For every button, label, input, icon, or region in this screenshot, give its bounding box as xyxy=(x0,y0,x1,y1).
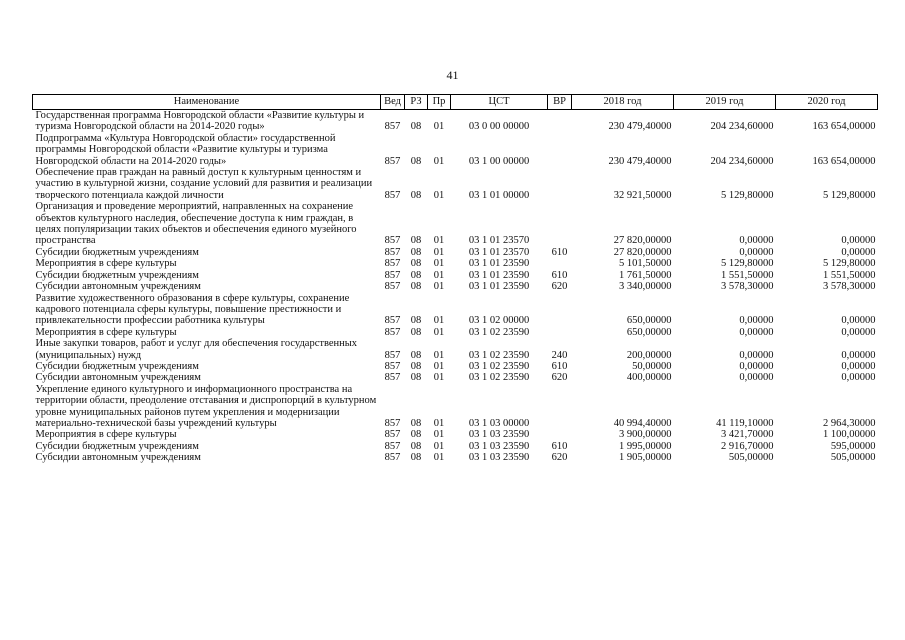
table-body xyxy=(33,110,878,464)
table-row xyxy=(33,372,878,383)
header-2019: 2019 год xyxy=(674,95,776,110)
row-ved: 857 xyxy=(384,429,401,441)
row-name: Субсидии бюджетным учреждениям xyxy=(35,440,199,452)
row-pr: 01 xyxy=(433,155,445,167)
header-rz: РЗ xyxy=(405,95,428,110)
header-2018: 2018 год xyxy=(572,95,674,110)
row-name: Укрепление единого культурного и информационного пространства на территории области, преодоление отставания и диспропорций в культурном уровне муниципальных районов путем укрепления и модернизации материально-технической базы учреждений культуры xyxy=(35,383,377,429)
row-rz: 08 xyxy=(410,121,422,133)
row-2018: 1 995,00000 xyxy=(619,440,672,452)
row-name: Субсидии автономным учреждениям xyxy=(35,281,201,293)
row-cst: 03 1 02 23590 xyxy=(468,372,530,384)
row-2019: 204 234,60000 xyxy=(710,121,774,133)
budget-table xyxy=(32,94,878,464)
page-number: 41 xyxy=(446,68,459,82)
row-rz: 08 xyxy=(410,155,422,167)
row-cst: 03 1 02 00000 xyxy=(468,315,530,327)
row-cst: 03 1 01 23570 xyxy=(468,246,530,258)
row-name: Субсидии бюджетным учреждениям xyxy=(35,269,199,281)
row-2019: 0,00000 xyxy=(739,235,774,247)
row-name: Субсидии автономным учреждениям xyxy=(35,372,201,384)
row-rz: 08 xyxy=(410,315,422,327)
row-pr: 01 xyxy=(433,326,445,338)
row-vr: 610 xyxy=(551,246,568,258)
row-ved: 857 xyxy=(384,417,401,429)
row-vr xyxy=(548,327,572,338)
row-cst: 03 1 03 00000 xyxy=(468,417,530,429)
row-rz: 08 xyxy=(410,235,422,247)
row-vr: 620 xyxy=(551,281,568,293)
row-pr: 01 xyxy=(433,121,445,133)
row-2018: 650,00000 xyxy=(626,326,672,338)
row-2020: 1 100,00000 xyxy=(823,429,876,441)
table-row xyxy=(33,384,878,430)
row-2020: 0,00000 xyxy=(841,246,876,258)
row-2019: 41 119,10000 xyxy=(716,417,774,429)
row-name: Иные закупки товаров, работ и услуг для обеспечения государственных (муниципальных) нужд xyxy=(35,338,358,361)
table-row xyxy=(33,452,878,463)
row-2020: 1 551,50000 xyxy=(823,269,876,281)
row-name: Развитие художественного образования в сфере культуры, сохранение кадрового потенциала сферы культуры, повышение престижности и привлекательности профессии работника культуры xyxy=(35,292,350,327)
row-name: Субсидии автономным учреждениям xyxy=(35,452,201,464)
row-rz: 08 xyxy=(410,372,422,384)
row-ved: 857 xyxy=(384,155,401,167)
row-2020: 5 129,80000 xyxy=(823,258,876,270)
row-name: Государственная программа Новгородской области «Развитие культуры и туризма Новгородской области на 2014-2020 годы» xyxy=(35,110,365,133)
row-ved: 857 xyxy=(384,349,401,361)
row-rz: 08 xyxy=(410,429,422,441)
row-rz: 08 xyxy=(410,417,422,429)
row-pr: 01 xyxy=(433,315,445,327)
row-vr xyxy=(548,201,572,247)
row-2018: 230 479,40000 xyxy=(608,155,672,167)
row-cst: 03 1 02 23590 xyxy=(468,326,530,338)
table-row xyxy=(33,247,878,258)
row-2019: 5 129,80000 xyxy=(721,258,774,270)
row-2018: 1 761,50000 xyxy=(619,269,672,281)
row-ved: 857 xyxy=(384,189,401,201)
row-vr xyxy=(548,293,572,327)
table-header-row xyxy=(33,95,878,110)
row-2020: 0,00000 xyxy=(841,326,876,338)
row-2020: 595,00000 xyxy=(830,440,876,452)
row-2020: 0,00000 xyxy=(841,360,876,372)
row-pr: 01 xyxy=(433,417,445,429)
row-2018: 230 479,40000 xyxy=(608,121,672,133)
row-vr: 610 xyxy=(551,269,568,281)
row-2019: 2 916,70000 xyxy=(721,440,774,452)
row-name: Мероприятия в сфере культуры xyxy=(35,258,177,270)
row-rz: 08 xyxy=(410,360,422,372)
row-rz: 08 xyxy=(410,281,422,293)
row-2018: 650,00000 xyxy=(626,315,672,327)
row-rz: 08 xyxy=(410,189,422,201)
row-ved: 857 xyxy=(384,258,401,270)
row-cst: 03 1 02 23590 xyxy=(468,360,530,372)
row-cst: 03 1 02 23590 xyxy=(468,349,530,361)
row-pr: 01 xyxy=(433,235,445,247)
row-2020: 163 654,00000 xyxy=(812,121,876,133)
table-row xyxy=(33,293,878,327)
row-ved: 857 xyxy=(384,452,401,464)
row-2019: 1 551,50000 xyxy=(721,269,774,281)
table-row xyxy=(33,281,878,292)
row-pr: 01 xyxy=(433,269,445,281)
row-name: Обеспечение прав граждан на равный доступ к культурным ценностям и участию в культурной жизни, создание условий для развития и реализации творческого потенциала каждой личности xyxy=(35,167,373,201)
row-2018: 5 101,50000 xyxy=(619,258,672,270)
row-pr: 01 xyxy=(433,246,445,258)
row-name: Подпрограмма «Культура Новгородской области» государственной программы Новгородской области «Развитие культуры и туризма Новгородской области на 2014-2020 годы» xyxy=(35,132,336,167)
row-2019: 3 578,30000 xyxy=(721,281,774,293)
row-cst: 03 1 01 23590 xyxy=(468,258,530,270)
row-name: Субсидии бюджетным учреждениям xyxy=(35,360,199,372)
row-ved: 857 xyxy=(384,360,401,372)
row-2018: 200,00000 xyxy=(626,349,672,361)
row-2018: 27 820,00000 xyxy=(613,235,672,247)
row-2019: 204 234,60000 xyxy=(710,155,774,167)
table-row xyxy=(33,133,878,167)
row-2018: 32 921,50000 xyxy=(613,189,672,201)
row-2020: 3 578,30000 xyxy=(823,281,876,293)
table-row xyxy=(33,201,878,247)
row-ved: 857 xyxy=(384,246,401,258)
row-vr xyxy=(548,167,572,201)
row-vr: 620 xyxy=(551,452,568,464)
row-2018: 3 340,00000 xyxy=(619,281,672,293)
row-2020: 505,00000 xyxy=(830,452,876,464)
row-cst: 03 1 03 23590 xyxy=(468,440,530,452)
row-pr: 01 xyxy=(433,189,445,201)
row-vr: 610 xyxy=(551,360,568,372)
row-cst: 03 1 01 23570 xyxy=(468,235,530,247)
row-2020: 0,00000 xyxy=(841,235,876,247)
table-row xyxy=(33,270,878,281)
row-vr xyxy=(548,384,572,430)
row-vr xyxy=(548,133,572,167)
row-ved: 857 xyxy=(384,326,401,338)
row-rz: 08 xyxy=(410,269,422,281)
row-vr xyxy=(548,258,572,269)
row-vr: 620 xyxy=(551,372,568,384)
row-ved: 857 xyxy=(384,121,401,133)
row-2018: 400,00000 xyxy=(626,372,672,384)
row-ved: 857 xyxy=(384,372,401,384)
header-pr: Пр xyxy=(428,95,451,110)
row-ved: 857 xyxy=(384,440,401,452)
row-pr: 01 xyxy=(433,360,445,372)
row-pr: 01 xyxy=(433,258,445,270)
row-ved: 857 xyxy=(384,281,401,293)
table-row xyxy=(33,429,878,440)
header-ved: Вед xyxy=(381,95,405,110)
row-name: Мероприятия в сфере культуры xyxy=(35,429,177,441)
row-2019: 0,00000 xyxy=(739,326,774,338)
row-2020: 0,00000 xyxy=(841,372,876,384)
header-2020: 2020 год xyxy=(776,95,878,110)
row-rz: 08 xyxy=(410,440,422,452)
row-vr xyxy=(548,110,572,133)
row-rz: 08 xyxy=(410,326,422,338)
row-cst: 03 1 00 00000 xyxy=(468,155,530,167)
row-ved: 857 xyxy=(384,235,401,247)
row-2019: 0,00000 xyxy=(739,360,774,372)
row-pr: 01 xyxy=(433,349,445,361)
header-vr: ВР xyxy=(548,95,572,110)
table-row xyxy=(33,327,878,338)
row-2018: 50,00000 xyxy=(632,360,672,372)
row-cst: 03 1 01 23590 xyxy=(468,269,530,281)
row-name: Мероприятия в сфере культуры xyxy=(35,326,177,338)
row-ved: 857 xyxy=(384,269,401,281)
row-pr: 01 xyxy=(433,452,445,464)
row-2020: 2 964,30000 xyxy=(823,417,876,429)
table-row xyxy=(33,361,878,372)
row-rz: 08 xyxy=(410,452,422,464)
row-rz: 08 xyxy=(410,246,422,258)
row-2020: 0,00000 xyxy=(841,349,876,361)
row-2018: 3 900,00000 xyxy=(619,429,672,441)
row-2020: 163 654,00000 xyxy=(812,155,876,167)
row-2019: 505,00000 xyxy=(728,452,774,464)
row-cst: 03 1 01 23590 xyxy=(468,281,530,293)
row-name: Субсидии бюджетным учреждениям xyxy=(35,246,199,258)
row-2019: 0,00000 xyxy=(739,349,774,361)
table-row xyxy=(33,167,878,201)
row-name: Организация и проведение мероприятий, направленных на сохранение объектов культурного наследия, обеспечение доступа к ним граждан, в целях популяризации таких объектов и обеспечения единого музейного пространства xyxy=(35,201,357,247)
row-2018: 40 994,40000 xyxy=(613,417,672,429)
header-name: Наименование xyxy=(33,95,381,110)
row-cst: 03 1 03 23590 xyxy=(468,429,530,441)
row-2020: 0,00000 xyxy=(841,315,876,327)
row-2019: 0,00000 xyxy=(739,315,774,327)
row-2019: 3 421,70000 xyxy=(721,429,774,441)
table-row xyxy=(33,338,878,361)
table-row xyxy=(33,441,878,452)
row-pr: 01 xyxy=(433,281,445,293)
header-cst: ЦСТ xyxy=(451,95,548,110)
row-cst: 03 1 01 00000 xyxy=(468,189,530,201)
row-vr xyxy=(548,429,572,440)
row-pr: 01 xyxy=(433,429,445,441)
table-row xyxy=(33,110,878,133)
row-rz: 08 xyxy=(410,349,422,361)
row-pr: 01 xyxy=(433,440,445,452)
row-2020: 5 129,80000 xyxy=(823,189,876,201)
row-2019: 0,00000 xyxy=(739,246,774,258)
row-2019: 5 129,80000 xyxy=(721,189,774,201)
row-vr: 240 xyxy=(551,349,568,361)
row-pr: 01 xyxy=(433,372,445,384)
row-cst: 03 0 00 00000 xyxy=(468,121,530,133)
row-2018: 27 820,00000 xyxy=(613,246,672,258)
row-rz: 08 xyxy=(410,258,422,270)
row-cst: 03 1 03 23590 xyxy=(468,452,530,464)
row-vr: 610 xyxy=(551,440,568,452)
row-2018: 1 905,00000 xyxy=(619,452,672,464)
row-2019: 0,00000 xyxy=(739,372,774,384)
row-ved: 857 xyxy=(384,315,401,327)
table-row xyxy=(33,258,878,269)
